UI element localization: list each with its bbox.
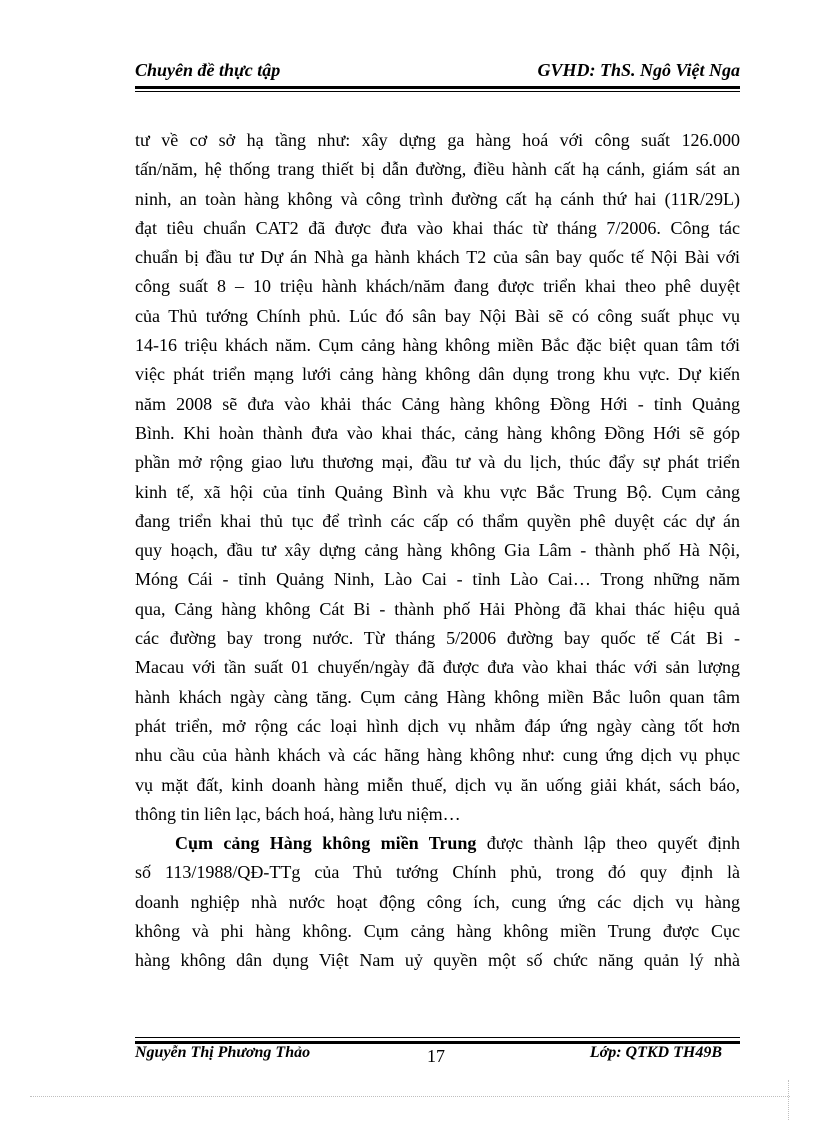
page-number: 17 bbox=[427, 1046, 445, 1066]
text-line: doanh nghiệp nhà nước hoạt động công ích, cung ứng các dịch vụ hàng bbox=[135, 891, 740, 912]
header-supervisor: GVHD: ThS. Ngô Việt Nga bbox=[537, 60, 740, 80]
text-line: đạt tiêu chuẩn CAT2 đã được đưa vào khai thác từ tháng 7/2006. Công tác bbox=[135, 217, 740, 238]
text-line: Macau với tần suất 01 chuyến/ngày đã được đưa vào khai thác với sản lượng bbox=[135, 657, 740, 678]
text-line: chuẩn bị đầu tư Dự án Nhà ga hành khách T2 của sân bay quốc tế Nội Bài với bbox=[135, 247, 740, 268]
text-line: kinh tế, xã hội của tỉnh Quảng Bình và khu vực Bắc Trung Bộ. Cụm cảng bbox=[135, 481, 740, 502]
text-line: công suất 8 – 10 triệu hành khách/năm đang được triển khai theo phê duyệt bbox=[135, 276, 740, 297]
text-line: năm 2008 sẽ đưa vào khải thác Cảng hàng không Đồng Hới - tỉnh Quảng bbox=[135, 393, 740, 414]
text-line: các đường bay trong nước. Từ tháng 5/2006 đường bay quốc tế Cát Bi - bbox=[135, 628, 740, 649]
text-line: không và phi hàng không. Cụm cảng hàng không miền Trung được Cục bbox=[135, 921, 740, 942]
text-line: phần mở rộng giao lưu thương mại, đầu tư và du lịch, thúc đẩy sự phát triển bbox=[135, 452, 740, 473]
text-line: hành khách ngày càng tăng. Cụm cảng Hàng không miền Bắc luôn quan tâm bbox=[135, 686, 740, 707]
text-line: hàng không dân dụng Việt Nam uỷ quyền một số chức năng quản lý nhà bbox=[135, 950, 740, 971]
text-line: Bình. Khi hoàn thành đưa vào khai thác, cảng hàng không Đồng Hới sẽ góp bbox=[135, 422, 740, 443]
body-text bbox=[135, 126, 740, 976]
footer-rule-thin bbox=[135, 1037, 740, 1038]
page-footer bbox=[135, 1044, 740, 1068]
page-edge-right bbox=[788, 1080, 789, 1120]
text-line: thông tin liên lạc, bách hoá, hàng lưu niệm… bbox=[135, 803, 461, 824]
paragraph2-lead: Cụm cảng Hàng không miền Trung bbox=[175, 833, 477, 854]
footer-author: Nguyễn Thị Phương Thảo bbox=[135, 1044, 311, 1061]
text-line: vụ mặt đất, kinh doanh hàng miễn thuế, dịch vụ ăn uống giải khát, sách báo, bbox=[135, 774, 740, 795]
header-rule-thick bbox=[135, 86, 740, 89]
text-line: của Thủ tướng Chính phủ. Lúc đó sân bay Nội Bài sẽ có công suất phục vụ bbox=[135, 305, 740, 326]
text-line: 14-16 triệu khách năm. Cụm cảng hàng không miền Bắc đặc biệt quan tâm tới bbox=[135, 335, 740, 356]
text-line: Móng Cái - tỉnh Quảng Ninh, Lào Cai - tỉnh Lào Cai… Trong những năm bbox=[135, 569, 740, 590]
page-edge-bottom bbox=[30, 1096, 790, 1097]
text-line: quy hoạch, đầu tư xây dựng cảng hàng không Gia Lâm - thành phố Hà Nội, bbox=[135, 540, 740, 561]
paragraph2-first-line bbox=[135, 829, 740, 858]
page-header bbox=[135, 60, 740, 84]
paragraph2-lead-rest: được thành lập theo quyết định bbox=[476, 833, 740, 854]
text-line: số 113/1988/QĐ-TTg của Thủ tướng Chính phủ, trong đó quy định là bbox=[135, 862, 740, 883]
text-line: qua, Cảng hàng không Cát Bi - thành phố Hải Phòng đã khai thác hiệu quả bbox=[135, 598, 740, 619]
footer-class: Lớp: QTKD TH49B bbox=[589, 1044, 722, 1061]
text-line: việc phát triển mạng lưới cảng hàng không dân dụng trong khu vực. Dự kiến bbox=[135, 364, 740, 385]
header-rule-thin bbox=[135, 91, 740, 92]
header-title: Chuyên đề thực tập bbox=[135, 60, 281, 80]
text-line: tư về cơ sở hạ tầng như: xây dựng ga hàng hoá với công suất 126.000 bbox=[135, 130, 740, 150]
text-line: phát triển, mở rộng các loại hình dịch vụ nhằm đáp ứng ngày càng tốt hơn bbox=[135, 715, 740, 736]
text-line: tấn/năm, hệ thống trang thiết bị dẫn đường, điều hành cất hạ cánh, giám sát an bbox=[135, 159, 740, 180]
text-line: nhu cầu của hành khách và các hãng hàng không như: cung ứng dịch vụ phục bbox=[135, 745, 740, 766]
text-line: ninh, an toàn hàng không và công trình đường cất hạ cánh thứ hai (11R/29L) bbox=[135, 188, 740, 209]
text-line: đang triển khai thủ tục để trình các cấp có thẩm quyền phê duyệt các dự án bbox=[135, 510, 740, 531]
